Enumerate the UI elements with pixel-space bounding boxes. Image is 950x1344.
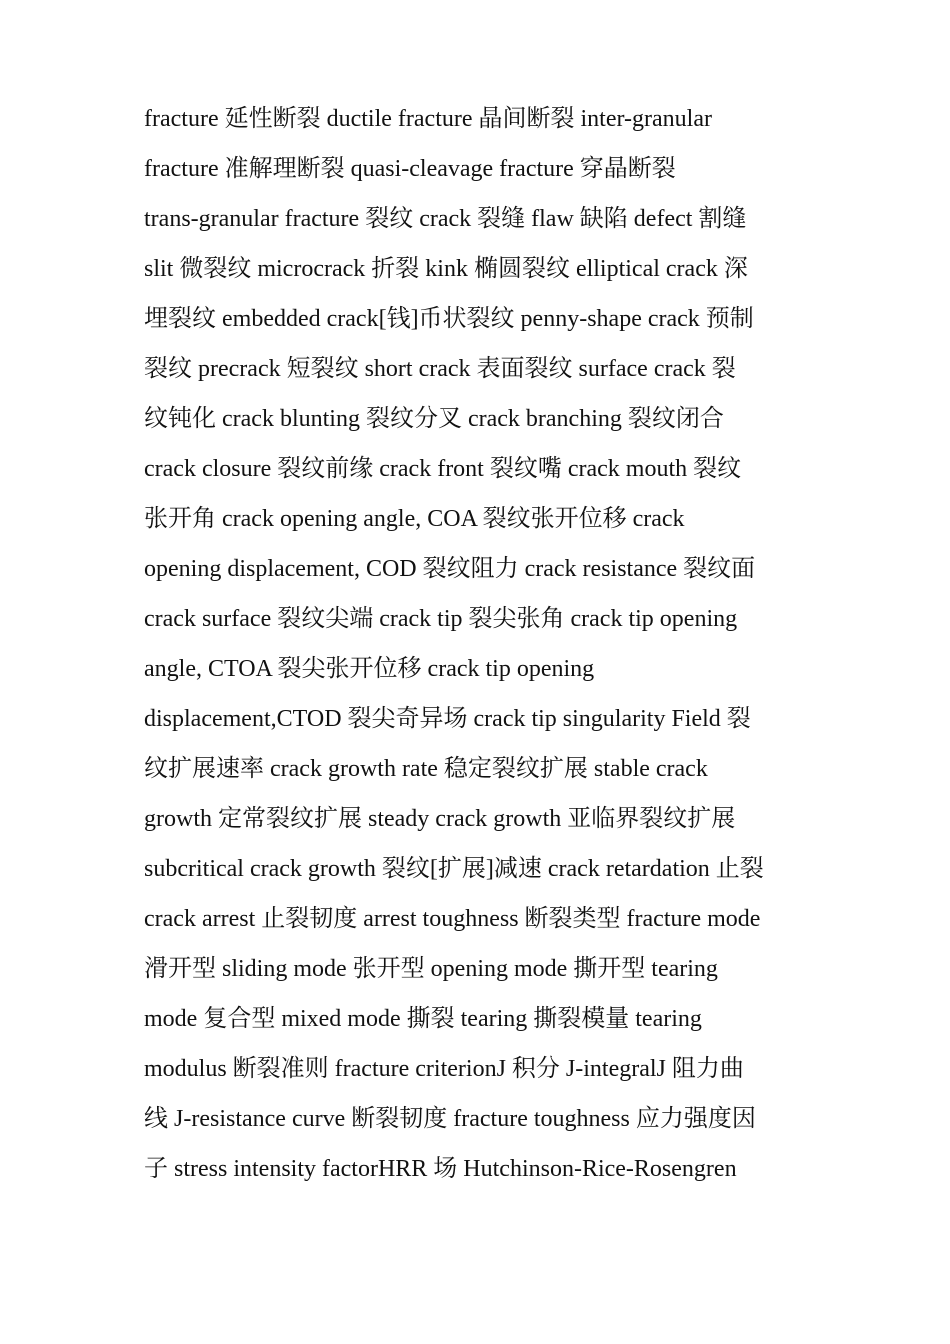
text-line: modulus 断裂准则 fracture criterionJ 积分 J-integralJ 阻力曲: [144, 1056, 744, 1082]
text-line: fracture 准解理断裂 quasi-cleavage fracture 穿晶断裂: [144, 156, 676, 182]
text-line: 子 stress intensity factorHRR 场 Hutchinson-Rice-Rosengren: [144, 1156, 737, 1182]
text-line: displacement,CTOD 裂尖奇异场 crack tip singularity Field 裂: [144, 706, 751, 732]
glossary-text-block: [144, 94, 824, 1194]
text-line: crack closure 裂纹前缘 crack front 裂纹嘴 crack mouth 裂纹: [144, 456, 742, 482]
text-line: growth 定常裂纹扩展 steady crack growth 亚临界裂纹扩展: [144, 806, 736, 832]
text-line: crack arrest 止裂韧度 arrest toughness 断裂类型 fracture mode: [144, 906, 761, 932]
text-line: 裂纹 precrack 短裂纹 short crack 表面裂纹 surface crack 裂: [144, 356, 736, 382]
text-line: crack surface 裂纹尖端 crack tip 裂尖张角 crack tip opening: [144, 606, 738, 632]
text-line: mode 复合型 mixed mode 撕裂 tearing 撕裂模量 tearing: [144, 1006, 702, 1032]
text-line: 纹钝化 crack blunting 裂纹分叉 crack branching 裂纹闭合: [144, 406, 724, 432]
text-line: angle, CTOA 裂尖张开位移 crack tip opening: [144, 656, 595, 682]
text-line: slit 微裂纹 microcrack 折裂 kink 椭圆裂纹 elliptical crack 深: [144, 256, 748, 282]
text-line: 纹扩展速率 crack growth rate 稳定裂纹扩展 stable crack: [144, 756, 708, 782]
text-line: 线 J-resistance curve 断裂韧度 fracture toughness 应力强度因: [144, 1106, 756, 1132]
text-line: fracture 延性断裂 ductile fracture 晶间断裂 inter-granular: [144, 106, 712, 132]
text-line: 滑开型 sliding mode 张开型 opening mode 撕开型 tearing: [144, 956, 718, 982]
text-line: 张开角 crack opening angle, COA 裂纹张开位移 crack: [144, 506, 685, 532]
text-line: opening displacement, COD 裂纹阻力 crack resistance 裂纹面: [144, 556, 756, 582]
text-line: subcritical crack growth 裂纹[扩展]减速 crack retardation 止裂: [144, 856, 764, 882]
text-line: trans-granular fracture 裂纹 crack 裂缝 flaw 缺陷 defect 割缝: [144, 206, 747, 232]
text-line: 埋裂纹 embedded crack[钱]币状裂纹 penny-shape crack 预制: [144, 306, 754, 332]
